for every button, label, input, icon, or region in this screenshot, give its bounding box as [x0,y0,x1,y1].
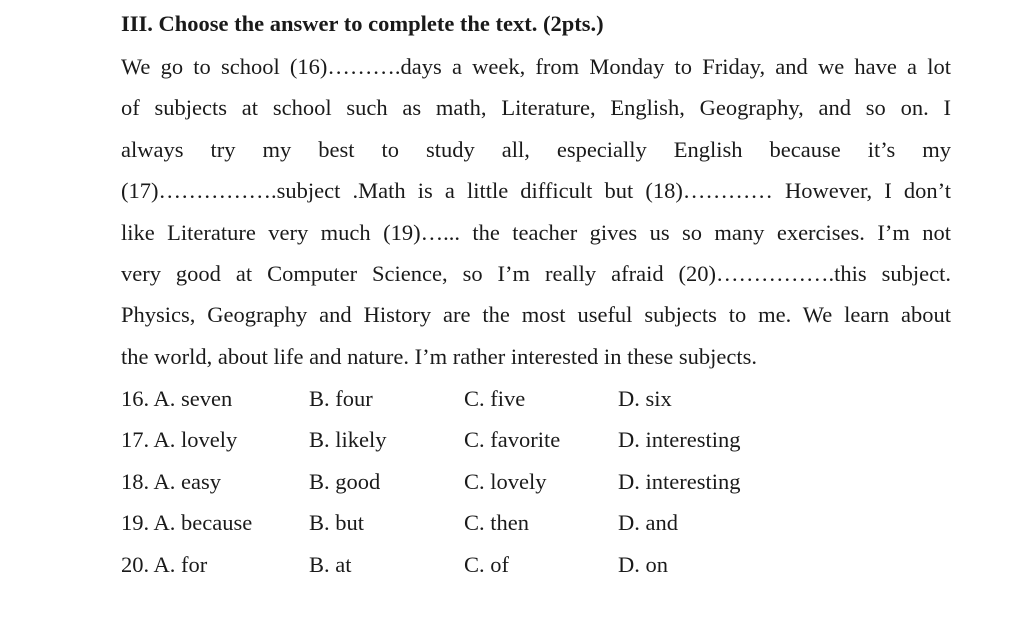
option-19-a: 19. A. because [121,510,253,535]
option-19-b: B. but [309,510,365,535]
option-18-c: C. lovely [464,469,547,494]
option-17-b: B. likely [309,427,387,452]
option-19-c: C. then [464,510,529,535]
option-17-a: 17. A. lovely [121,427,238,452]
option-16-b: B. four [309,386,373,411]
paragraph-line-7: Physics, Geography and History are the most useful subjects to me. We learn about [121,302,951,327]
option-20-d: D. on [618,552,668,577]
option-17-d: D. interesting [618,427,741,452]
question-row-17 [0,424,1024,456]
question-row-18 [0,466,1024,498]
option-18-d: D. interesting [618,469,741,494]
option-16-d: D. six [618,386,672,411]
paragraph-line-4: (17)…………….subject .Math is a little difficult but (18)………… However, I don’t [121,178,951,203]
option-16-c: C. five [464,386,526,411]
paragraph-line-3: always try my best to study all, especially English because it’s my [121,137,951,162]
option-18-b: B. good [309,469,381,494]
question-row-19 [0,507,1024,539]
paragraph-line-5: like Literature very much (19)…... the teacher gives us so many exercises. I’m not [121,220,951,245]
question-row-16 [0,383,1024,415]
option-20-a: 20. A. for [121,552,208,577]
option-16-a: 16. A. seven [121,386,233,411]
option-18-a: 18. A. easy [121,469,221,494]
option-20-c: C. of [464,552,509,577]
section-heading: III. Choose the answer to complete the text. (2pts.) [121,11,604,36]
paragraph-line-2: of subjects at school such as math, Literature, English, Geography, and so on. I [121,95,951,120]
paragraph-line-6: very good at Computer Science, so I’m really afraid (20)…………….this subject. [121,261,951,286]
question-row-20 [0,549,1024,581]
option-19-d: D. and [618,510,678,535]
paragraph-line-1: We go to school (16)……….days a week, from Monday to Friday, and we have a lot [121,54,951,79]
option-17-c: C. favorite [464,427,561,452]
paragraph-line-8: the world, about life and nature. I’m rather interested in these subjects. [121,344,758,369]
option-20-b: B. at [309,552,352,577]
